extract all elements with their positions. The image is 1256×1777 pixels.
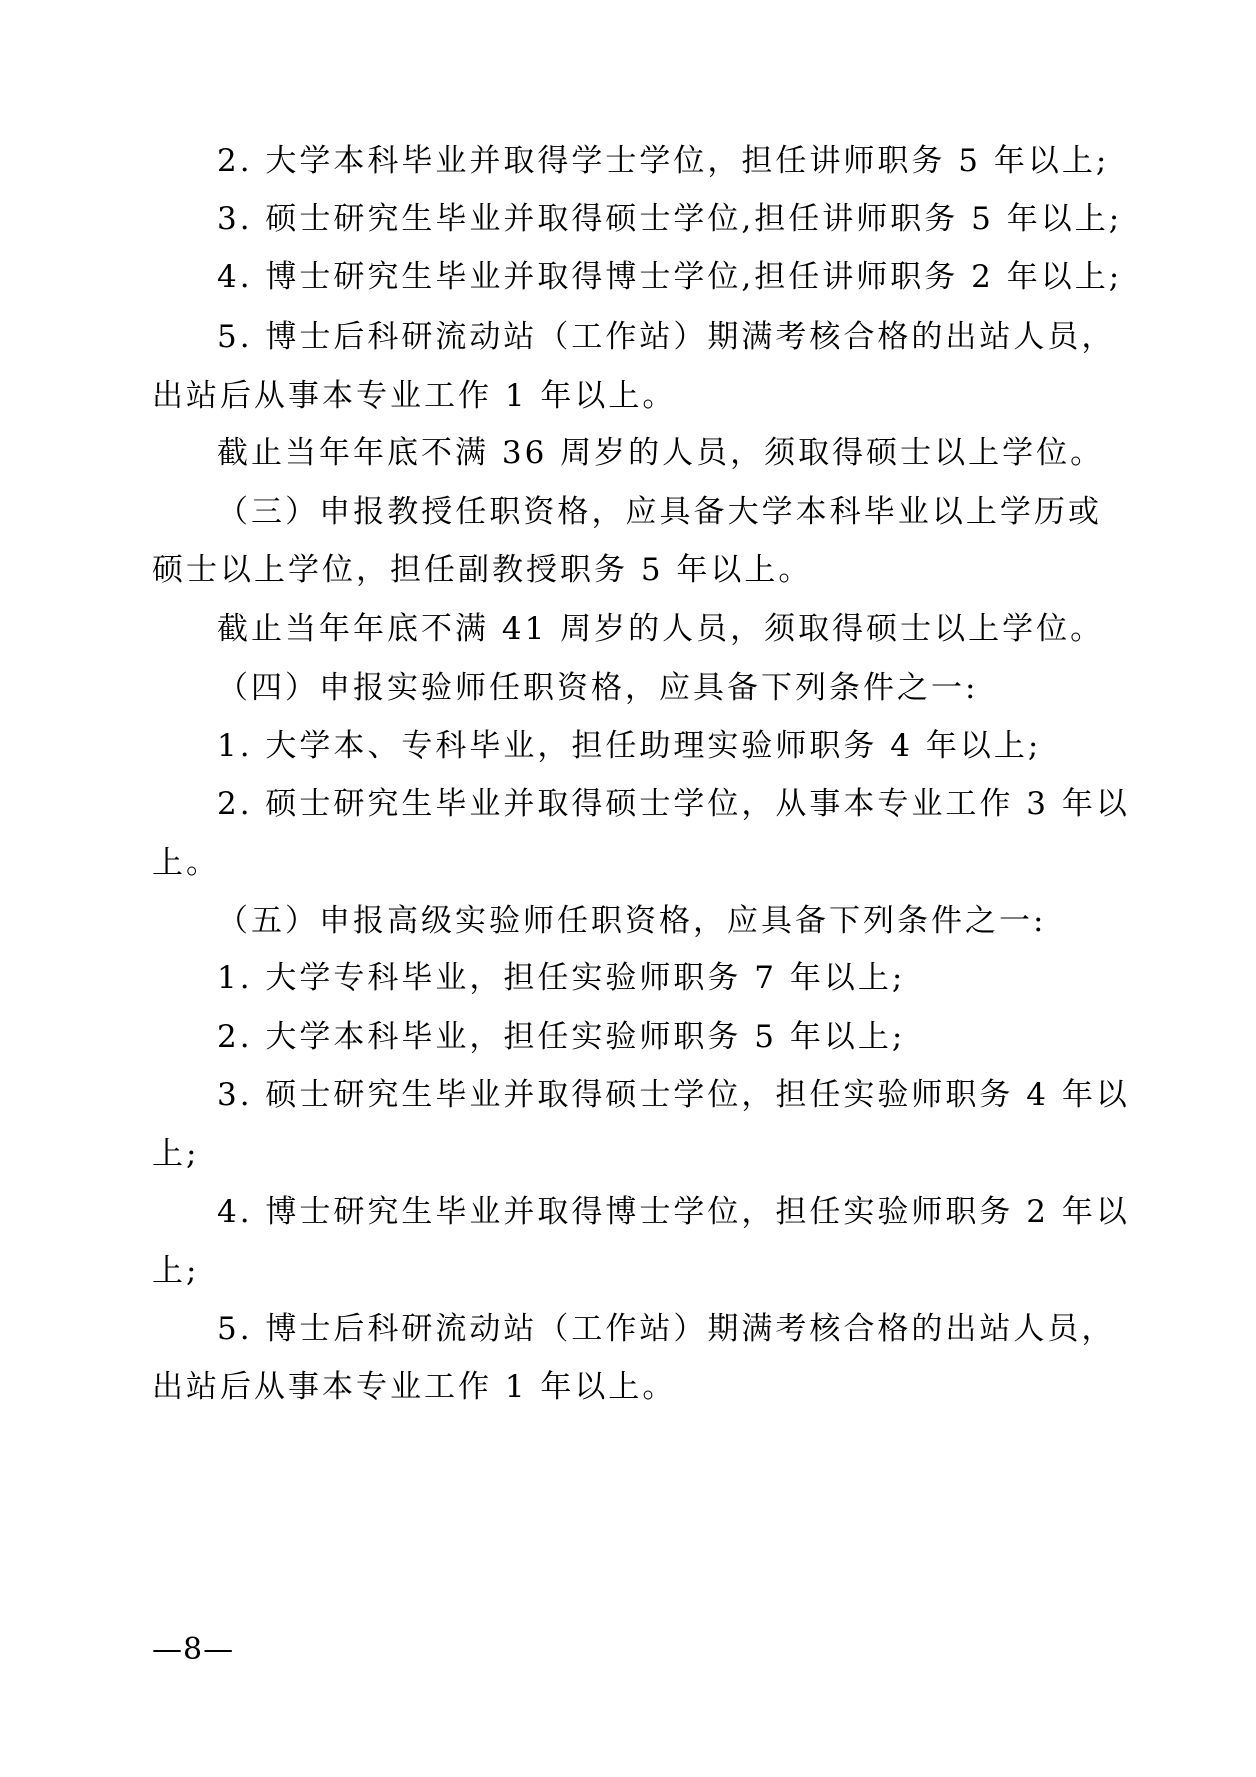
paragraph-line: 截止当年年底不满 41 周岁的人员，须取得硕士以上学位。: [217, 611, 1105, 647]
paragraph-line: 1. 大学专科毕业，担任实验师职务 7 年以上;: [217, 960, 906, 996]
paragraph-line: 5. 博士后科研流动站（工作站）期满考核合格的出站人员，: [217, 1311, 1116, 1347]
page-number: —8—: [152, 1632, 235, 1667]
paragraph-line: 5. 博士后科研流动站（工作站）期满考核合格的出站人员，: [217, 319, 1116, 355]
paragraph-line: 4. 博士研究生毕业并取得博士学位，担任实验师职务 2 年以: [217, 1194, 1130, 1230]
paragraph-line: 硕士以上学位，担任副教授职务 5 年以上。: [152, 552, 813, 588]
paragraph-line: （三）申报教授任职资格，应具备大学本科毕业以上学历或: [217, 494, 1102, 530]
paragraph-line: 3. 硕士研究生毕业并取得硕士学位,担任讲师职务 5 年以上;: [217, 201, 1123, 237]
paragraph-line: 出站后从事本专业工作 1 年以上。: [152, 1369, 677, 1405]
paragraph-line: 出站后从事本专业工作 1 年以上。: [152, 378, 677, 414]
paragraph-line: 2. 大学本科毕业并取得学士学位，担任讲师职务 5 年以上;: [217, 143, 1110, 179]
paragraph-line: 截止当年年底不满 36 周岁的人员，须取得硕士以上学位。: [217, 435, 1105, 471]
paragraph-line: 3. 硕士研究生毕业并取得硕士学位，担任实验师职务 4 年以: [217, 1077, 1130, 1113]
paragraph-line: 2. 硕士研究生毕业并取得硕士学位，从事本专业工作 3 年以: [217, 786, 1130, 822]
paragraph-line: （四）申报实验师任职资格，应具备下列条件之一:: [217, 670, 979, 706]
paragraph-line: 上。: [152, 845, 220, 881]
paragraph-line: （五）申报高级实验师任职资格，应具备下列条件之一:: [217, 903, 1047, 939]
paragraph-line: 上;: [152, 1136, 200, 1172]
paragraph-line: 上;: [152, 1253, 200, 1289]
paragraph-line: 1. 大学本、专科毕业，担任助理实验师职务 4 年以上;: [217, 728, 1042, 764]
paragraph-line: 4. 博士研究生毕业并取得博士学位,担任讲师职务 2 年以上;: [217, 259, 1123, 295]
paragraph-line: 2. 大学本科毕业，担任实验师职务 5 年以上;: [217, 1019, 906, 1055]
